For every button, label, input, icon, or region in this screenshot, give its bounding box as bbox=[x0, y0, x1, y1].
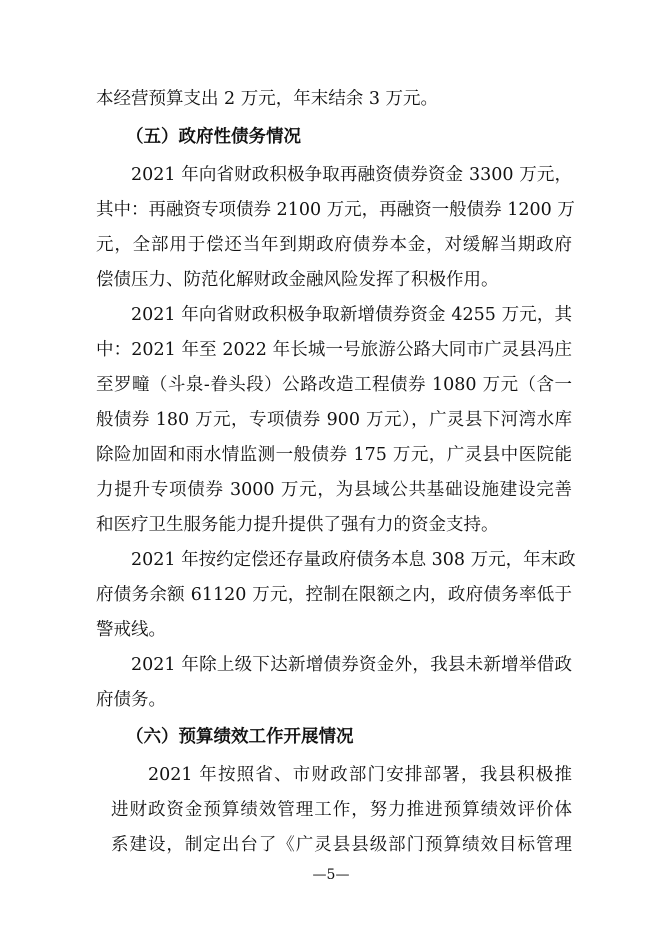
paragraph-line: 2021 年向省财政积极争取再融资债券资金 3300 万元， bbox=[131, 165, 572, 185]
paragraph-line: 力提升专项债券 3000 万元，为县域公共基础设施建设完善 bbox=[96, 480, 572, 500]
paragraph-line: 元，全部用于偿还当年到期政府债券本金，对缓解当期政府 bbox=[96, 235, 572, 255]
paragraph-line: 系建设，制定出台了《广灵县县级部门预算绩效目标管理 bbox=[111, 835, 572, 855]
page-number: —5— bbox=[312, 867, 350, 883]
paragraph-line: 偿债压力、防范化解财政金融风险发挥了积极作用。 bbox=[96, 270, 499, 290]
paragraph-line: 进财政资金预算绩效管理工作，努力推进预算绩效评价体 bbox=[111, 800, 572, 820]
paragraph-line: 般债券 180 万元，专项债券 900 万元），广灵县下河湾水库 bbox=[96, 410, 572, 430]
paragraph-line: 府债务。 bbox=[96, 690, 166, 710]
section-heading-debt: （五）政府性债务情况 bbox=[126, 127, 301, 147]
paragraph-line: 2021 年按约定偿还存量政府债务本息 308 万元，年末政 bbox=[131, 550, 576, 570]
section-heading-performance: （六）预算绩效工作开展情况 bbox=[126, 727, 354, 747]
paragraph-line: 2021 年除上级下达新增债券资金外，我县未新增举借政 bbox=[131, 655, 572, 675]
paragraph-line: 2021 年向省财政积极争取新增债券资金 4255 万元，其 bbox=[131, 305, 572, 325]
paragraph-line: 本经营预算支出 2 万元，年末结余 3 万元。 bbox=[96, 89, 439, 109]
paragraph-line: 至罗疃（斗泉-眷头段）公路改造工程债券 1080 万元（含一 bbox=[96, 375, 572, 395]
paragraph-line: 除险加固和雨水情监测一般债券 175 万元，广灵县中医院能 bbox=[96, 445, 572, 465]
paragraph-line: 警戒线。 bbox=[96, 620, 166, 640]
paragraph-line: 2021 年按照省、市财政部门安排部署，我县积极推 bbox=[148, 765, 572, 785]
paragraph-line: 中：2021 年至 2022 年长城一号旅游公路大同市广灵县冯庄 bbox=[96, 340, 572, 360]
paragraph-line: 府债务余额 61120 万元，控制在限额之内，政府债务率低于 bbox=[96, 585, 572, 605]
paragraph-line: 和医疗卫生服务能力提升提供了强有力的资金支持。 bbox=[96, 515, 499, 535]
paragraph-line: 其中：再融资专项债券 2100 万元，再融资一般债券 1200 万 bbox=[96, 200, 575, 220]
